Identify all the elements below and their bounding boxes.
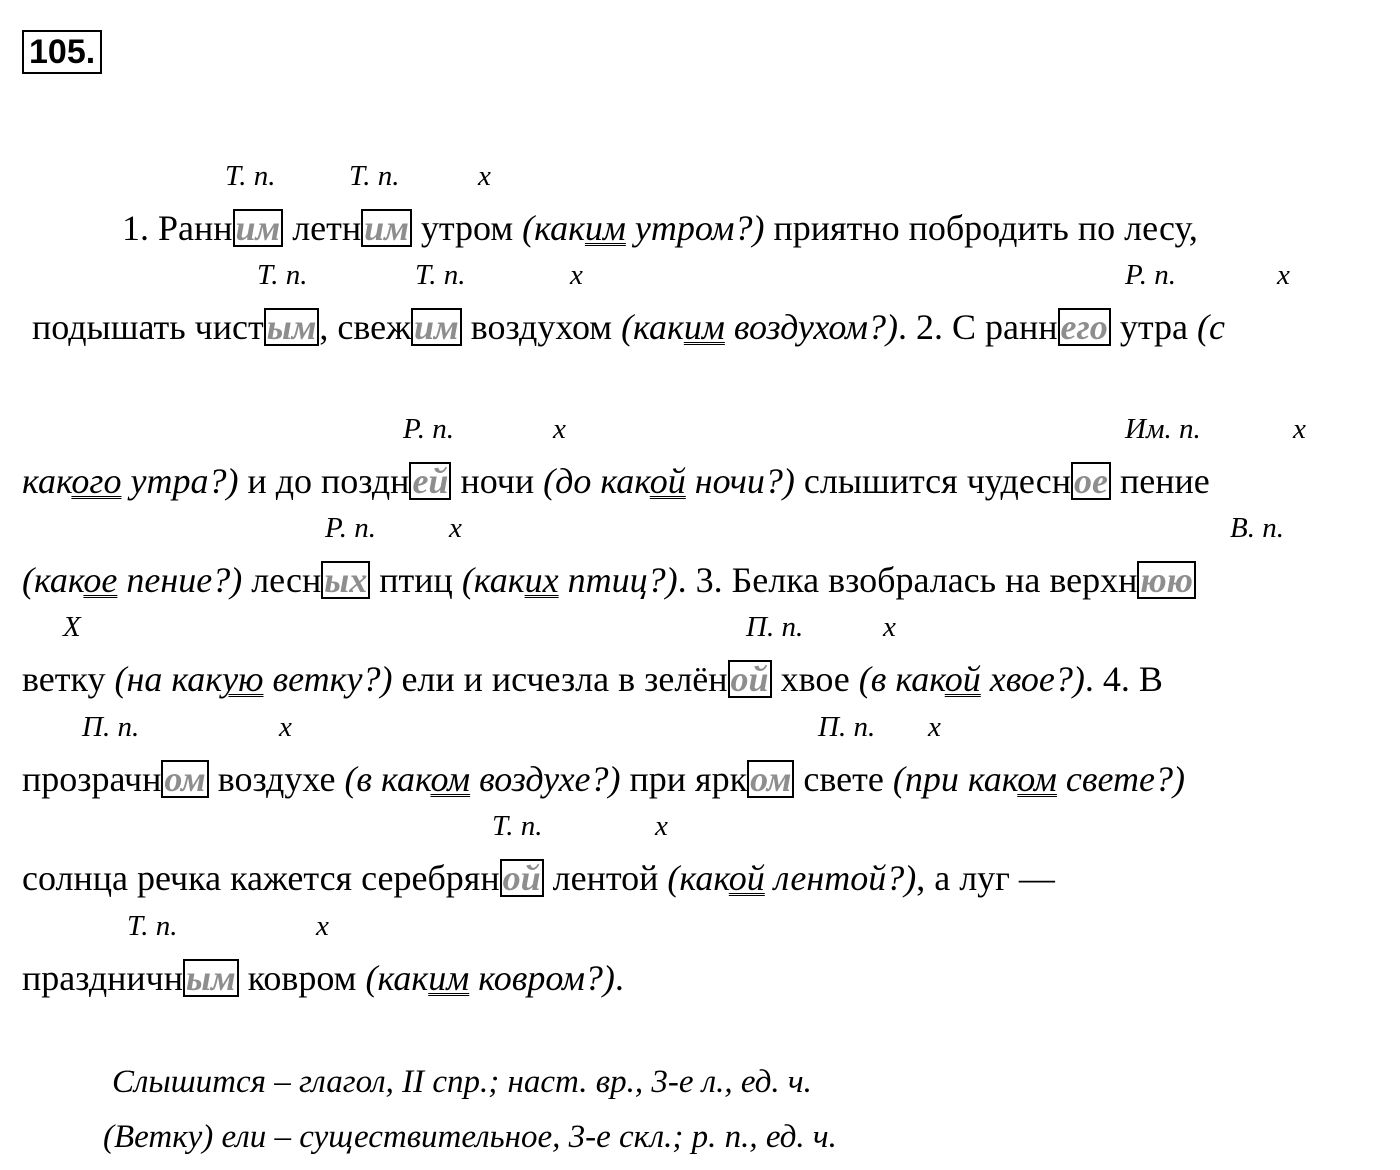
- word-part: летн: [283, 208, 362, 248]
- question: (какое пение?): [22, 560, 243, 600]
- exercise-number: 105.: [22, 30, 102, 74]
- question: (какой лентой?): [667, 858, 917, 898]
- question-mark-annotation: x: [316, 910, 329, 942]
- text-line-1: [122, 207, 1198, 249]
- grammar-note-2: (Ветку) ели – существительное, 3-е скл.; р. п., ед. ч.: [103, 1119, 837, 1155]
- ending-box: им: [233, 209, 284, 247]
- question-ending: им: [683, 307, 725, 347]
- question: (на какую ветку?): [114, 659, 393, 699]
- case-annotation: Р. п.: [403, 413, 455, 445]
- word-part: 1. Ранн: [122, 208, 233, 248]
- ending-box: ой: [500, 859, 544, 897]
- question-ending: ого: [71, 461, 122, 501]
- question-ending: ом: [430, 759, 471, 799]
- text-line-6: прозрачном воздухе (в каком воздухе?) при ярком свете (при каком свете?): [22, 759, 1185, 799]
- question-mark-annotation: x: [655, 810, 668, 842]
- grammar-note-1: Слышится – глагол, II спр.; наст. вр., 3-е л., ед. ч.: [112, 1064, 812, 1100]
- question: какого утра?): [22, 461, 239, 501]
- case-annotation: Т. п.: [349, 160, 400, 192]
- question: (в какой хвое?): [858, 659, 1085, 699]
- text-line-4: (какое пение?) лесных птиц (каких птиц?). 3. Белка взобралась на верхнюю: [22, 559, 1196, 601]
- ending-box: ым: [264, 308, 320, 346]
- question-ending: ую: [222, 659, 264, 699]
- ending-box: юю: [1137, 561, 1196, 599]
- word-part: утром: [411, 208, 523, 248]
- ending-box: ей: [409, 462, 451, 500]
- case-annotation: В. п.: [1230, 512, 1284, 544]
- ending-box: им: [361, 209, 412, 247]
- question: (при каком свете?): [892, 759, 1185, 799]
- question: (каким ковром?): [365, 958, 615, 998]
- case-annotation: Т. п.: [225, 160, 276, 192]
- question-ending: ое: [83, 560, 118, 600]
- question-ending: ой: [944, 659, 981, 699]
- ending-box: им: [411, 308, 462, 346]
- question-mark-annotation: x: [883, 611, 896, 643]
- question: (с: [1196, 307, 1225, 347]
- question-mark-annotation: x: [478, 160, 491, 192]
- question-mark-annotation: x: [928, 711, 941, 743]
- question-ending: ой: [728, 858, 765, 898]
- ending-box: ым: [183, 959, 239, 997]
- question-mark-annotation: x: [279, 711, 292, 743]
- ending-box: ое: [1071, 462, 1111, 500]
- question-ending: ой: [649, 461, 686, 501]
- case-annotation: П. п.: [82, 711, 140, 743]
- question: (каких птиц?): [461, 560, 678, 600]
- text-line-2: подышать чистым, свежим воздухом (каким воздухом?). 2. С раннего утра (с: [32, 307, 1225, 347]
- question-ending: ом: [1017, 759, 1057, 799]
- text-line-7: солнца речка кажется серебряной лентой (какой лентой?), а луг —: [22, 858, 1055, 898]
- case-annotation: П. п.: [746, 611, 804, 643]
- text-line-5: ветку (на какую ветку?) ели и исчезла в зелёной хвое (в какой хвое?). 4. В: [22, 659, 1163, 699]
- text-line-8: праздничным ковром (каким ковром?).: [22, 958, 624, 998]
- case-annotation: Т. п.: [127, 910, 178, 942]
- case-annotation: Т. п.: [492, 810, 543, 842]
- question-mark-annotation: X: [63, 611, 81, 643]
- question-mark-annotation: x: [449, 512, 462, 544]
- question-mark-annotation: x: [570, 259, 583, 291]
- question: (каким утром?): [522, 208, 765, 248]
- text-line-3: какого утра?) и до поздней ночи (до какой ночи?) слышится чудесное пение: [22, 461, 1210, 501]
- word-part: приятно побродить по лесу,: [764, 208, 1198, 248]
- case-annotation: Т. п.: [415, 259, 466, 291]
- question-ending: им: [584, 208, 626, 248]
- question-ending: их: [524, 560, 559, 600]
- case-annotation: Р. п.: [325, 512, 377, 544]
- ending-box: его: [1058, 308, 1111, 346]
- question-mark-annotation: x: [1293, 413, 1306, 445]
- question: (в каком воздухе?): [344, 759, 621, 799]
- question: (до какой ночи?): [543, 461, 795, 501]
- ending-box: ом: [161, 760, 208, 798]
- question-mark-annotation: x: [553, 413, 566, 445]
- ending-box: ом: [747, 760, 794, 798]
- question: (каким воздухом?): [621, 307, 898, 347]
- case-annotation: Р. п.: [1125, 259, 1177, 291]
- case-annotation: П. п.: [818, 711, 876, 743]
- case-annotation: Т. п.: [257, 259, 308, 291]
- case-annotation: Им. п.: [1125, 413, 1201, 445]
- question-ending: им: [428, 958, 470, 998]
- question-mark-annotation: x: [1277, 259, 1290, 291]
- ending-box: ой: [728, 660, 772, 698]
- ending-box: ых: [321, 561, 370, 599]
